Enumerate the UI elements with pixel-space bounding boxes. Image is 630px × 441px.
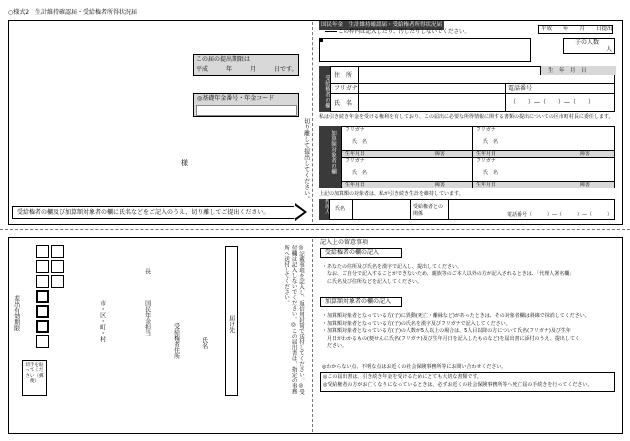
dep3-disability: 障害 [435,182,446,188]
stamp-note: 切手を貼ってください（郵便） [25,363,44,385]
deliver-label: 届け先 [227,315,235,333]
relation-label: 受給権者との関係 [413,204,444,217]
name-label: 氏 名 [334,100,353,107]
city-office: 市・区・町・村 [98,300,106,342]
dependent-statement: 上記の加算額の対象者は、私が引き続き生計を維持しています。 [319,191,464,197]
guide-item: ・加算額対象者となっている方(子)に異動(死亡・離縁など)があったときは、その対象者欄は斜線で抹消してください。 [322,313,590,319]
pension-code-field[interactable] [196,105,297,116]
dep1-disability: 障害 [435,151,446,157]
dep2-disability: 障害 [580,151,591,157]
furigana-label: フリガナ [334,85,358,92]
date-label: 平成 年 月 日提出 [541,26,613,32]
cut-vertical-label: 切り離して提出してください。 [302,118,310,202]
dep2-name: 氏 名 [483,139,499,145]
guide-sec1-label: 受給権者の欄の記入 [325,249,380,256]
postal-box[interactable] [36,305,49,318]
guide-item: ださい。 [322,343,348,349]
guide-note: ◎受給権者の方がお亡くなりになっているときは、必ずお近くの社会保険事務所等へ死亡届の手続きを行ってください。 [323,381,593,388]
guide-item: 月日がわかるもの(便せんに氏名(フリガナ)及び生年月日を記入したものなど)を届出書に添付のうえ、提出してく [322,335,580,342]
postal-box[interactable] [36,290,49,303]
sender-label: 受給権者住所 [172,323,180,359]
dep3-furigana: フリガナ [345,158,365,164]
bottom-note: 受給権者の欄及び加算額対象者の欄に氏名などをご記入のうえ、切り離してご提出ください。 [17,209,270,216]
cut-line-horizontal [0,229,630,230]
addressee-mark: 様 [181,159,188,167]
dep2-birth: 生年月日 [476,151,497,157]
cut-line-vertical [312,22,313,222]
guide-sec2-label: 加算額対象者の欄の記入 [325,298,392,305]
applicant-section-label: 受給権者の欄 [319,66,330,112]
dep1-birth: 生年月日 [345,151,366,157]
dep2-furigana: フリガナ [476,127,496,133]
postal-box[interactable] [36,335,49,348]
address-field[interactable] [360,67,538,82]
arrow-icon [325,31,337,32]
reserved-marker [319,38,323,42]
dep1-furigana: フリガナ [345,127,365,133]
birth-label: 生 年 月 日 [548,68,587,74]
guide-item: ・加算額対象者となっている方(子)の氏名を漢字及びフリガナで記入してください。 [322,320,511,327]
postal-box[interactable] [36,260,49,273]
guide-item: に氏名及び住所などを記入してください。 [322,278,423,285]
agent-name-field[interactable] [354,200,409,219]
dep4-furigana: フリガナ [476,158,496,164]
dep3-name: 氏 名 [352,170,368,176]
guide-notes [323,374,592,389]
postal-box[interactable] [36,275,49,288]
dep4-disability: 障害 [580,182,591,188]
phone-label: 電話番号 [508,85,533,92]
cut-line-bottom [312,239,313,432]
guide-title: 記入上の留意事項 [320,239,369,246]
guide-items2 [322,313,590,351]
name-field[interactable] [360,95,503,111]
deadline-label: この届の提出期限は [196,56,251,63]
notice-text: この枠内は記入したり、汚したりしないでください。 [338,29,471,35]
dependent-section-label: 加算額対象者の欄 [319,126,341,188]
pension-code-label: ◎基礎年金番号・年金コード [197,95,275,102]
deadline-date: 平成 年 月 日です。 [196,66,298,73]
postal-box[interactable] [51,245,64,258]
return-label: 差出有効期限 [12,295,20,331]
dep1-name: 氏 名 [352,139,368,145]
pension-dept: 国民年金担当 [143,300,151,336]
agent-section-label: 代理人 [319,199,329,220]
style-label: ○様式2 生計維持確認届・受給権者所得状況届 [8,9,138,16]
guide-contact: ◎わからない点、不明な点はお近くの社会保険事務所等にお問い合わせください。 [322,364,507,370]
postal-box[interactable] [51,260,64,273]
postal-box[interactable] [36,245,49,258]
dep4-name: 氏 名 [483,170,499,176]
dep4-birth: 生年月日 [476,182,497,188]
city-mayor: 長 [143,268,151,274]
guide-item: ・加算額対象者となっている方(子)の人数が5人以上の場合は、5人目以降の方について氏名(フリガナ)及び生年 [322,328,571,334]
instructions-vertical: ◎記載事項を記入し、返信用封筒で送付してください。◎受付欄は記入しないでください。◎この届出書は、指定の事務所へ送付してください。 [283,245,304,395]
guide-note: ◎この届出書は、引き続き年金を受けるためにとても大切な書類です。 [323,374,482,380]
statement-text: 私は引き続き年金を受ける権利を有しており、この届出に必要な所得情報に関する書類の提出についての区市町村長に委任します。 [319,114,614,120]
guide-item: なお、ご自分で記入することができないため、親族等のご本人以外の方が記入されるときは、「代理人署名欄」 [322,271,575,278]
address-label: 住 所 [334,72,353,79]
agent-phone: 電話番号（ ）—（ ）—（ ） [507,212,613,218]
agent-name-label: 氏名 [335,206,346,212]
children-unit: 人 [606,46,613,53]
guide-items1 [322,264,574,286]
phone-format: （ ）—（ ）—（ ） [510,99,595,106]
reserved-box [319,38,531,62]
dep3-birth: 生年月日 [345,182,366,188]
postal-box[interactable] [51,275,64,288]
postal-box[interactable] [36,320,49,333]
children-label: 子の人数 [575,39,600,46]
form-title: 国民年金 生計維持確認届・受給権者所得状況届 [321,22,443,28]
sender-name: 氏名 [200,337,208,349]
guide-item: ・あなたの住所及び氏名を漢字で記入し、提出してください。 [322,264,463,270]
